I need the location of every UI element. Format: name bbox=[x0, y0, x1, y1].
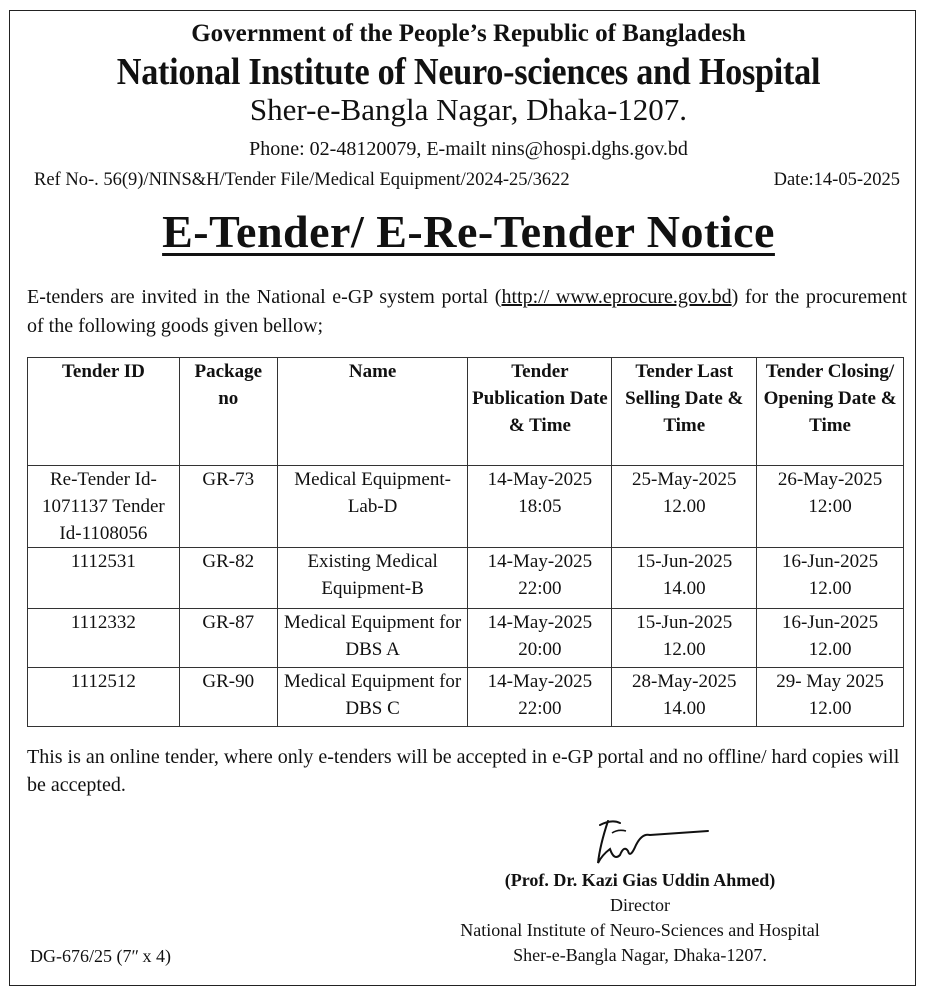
intro-text-end: ) for the procurement of the following goods given bellow; bbox=[27, 286, 908, 337]
intro-paragraph bbox=[27, 283, 907, 341]
table-row bbox=[28, 609, 904, 668]
cell-tender-id: Re-Tender Id-1071137 Tender Id-1108056 bbox=[28, 466, 180, 548]
col-publication-date: Tender Publication Date & Time bbox=[468, 358, 612, 466]
cell-tender-id: 1112531 bbox=[28, 548, 180, 609]
government-heading: Government of the People’s Republic of Bangladesh bbox=[191, 20, 746, 47]
cell-last-selling-date: 28-May-2025 14.00 bbox=[612, 668, 757, 727]
eprocure-link[interactable]: http:// www.eprocure.gov.bd bbox=[501, 286, 732, 308]
dg-code: DG-676/25 (7ʺ x 4) bbox=[30, 946, 172, 966]
cell-publication-date: 14-May-2025 22:00 bbox=[468, 668, 612, 727]
cell-closing-date: 16-Jun-2025 12.00 bbox=[757, 548, 904, 609]
institute-name: National Institute of Neuro-sciences and Hospital bbox=[116, 51, 821, 93]
contact-line: Phone: 02-48120079, E-mailt nins@hospi.dghs.gov.bd bbox=[249, 138, 688, 160]
cell-name: Medical Equipment for DBS A bbox=[277, 609, 468, 668]
table-row bbox=[28, 668, 904, 727]
cell-name: Existing Medical Equipment-B bbox=[277, 548, 468, 609]
signature-image bbox=[590, 815, 720, 875]
cell-name: Medical Equipment for DBS C bbox=[277, 668, 468, 727]
table-row bbox=[28, 466, 904, 548]
cell-package-no: GR-87 bbox=[179, 609, 277, 668]
cell-closing-date: 29- May 2025 12.00 bbox=[757, 668, 904, 727]
notice-date: Date:14-05-2025 bbox=[773, 170, 900, 190]
signatory-address: Sher-e-Bangla Nagar, Dhaka-1207. bbox=[513, 945, 767, 965]
signatory-institute: National Institute of Neuro-Sciences and Hospital bbox=[460, 920, 820, 940]
cell-name: Medical Equipment-Lab-D bbox=[277, 466, 468, 548]
cell-package-no: GR-82 bbox=[179, 548, 277, 609]
cell-publication-date: 14-May-2025 22:00 bbox=[468, 548, 612, 609]
signatory-title: Director bbox=[610, 895, 670, 915]
cell-tender-id: 1112332 bbox=[28, 609, 180, 668]
cell-publication-date: 14-May-2025 18:05 bbox=[468, 466, 612, 548]
cell-last-selling-date: 15-Jun-2025 14.00 bbox=[612, 548, 757, 609]
reference-number: Ref No-. 56(9)/NINS&H/Tender File/Medical Equipment/2024-25/3622 bbox=[34, 170, 570, 190]
cell-package-no: GR-73 bbox=[179, 466, 277, 548]
tender-table bbox=[27, 357, 904, 727]
cell-closing-date: 16-Jun-2025 12.00 bbox=[757, 609, 904, 668]
cell-publication-date: 14-May-2025 20:00 bbox=[468, 609, 612, 668]
table-header-row bbox=[28, 358, 904, 466]
cell-closing-date: 26-May-2025 12:00 bbox=[757, 466, 904, 548]
cell-tender-id: 1112512 bbox=[28, 668, 180, 727]
col-name: Name bbox=[277, 358, 468, 466]
table-row bbox=[28, 548, 904, 609]
online-tender-note: This is an online tender, where only e-tenders will be accepted in e-GP portal and no offline/ hard copies will be accepted. bbox=[27, 746, 900, 796]
cell-last-selling-date: 25-May-2025 12.00 bbox=[612, 466, 757, 548]
notice-title: E-Tender/ E-Re-Tender Notice bbox=[162, 206, 775, 257]
institute-address: Sher-e-Bangla Nagar, Dhaka-1207. bbox=[249, 92, 688, 127]
intro-text-start: E-tenders are invited in the National e-GP system portal ( bbox=[27, 286, 502, 308]
cell-package-no: GR-90 bbox=[179, 668, 277, 727]
col-last-selling-date: Tender Last Selling Date & Time bbox=[612, 358, 757, 466]
col-closing-opening-date: Tender Closing/ Opening Date & Time bbox=[757, 358, 904, 466]
cell-last-selling-date: 15-Jun-2025 12.00 bbox=[612, 609, 757, 668]
col-package-no: Package no bbox=[179, 358, 277, 466]
col-tender-id: Tender ID bbox=[28, 358, 180, 466]
signatory-name: (Prof. Dr. Kazi Gias Uddin Ahmed) bbox=[504, 870, 776, 890]
